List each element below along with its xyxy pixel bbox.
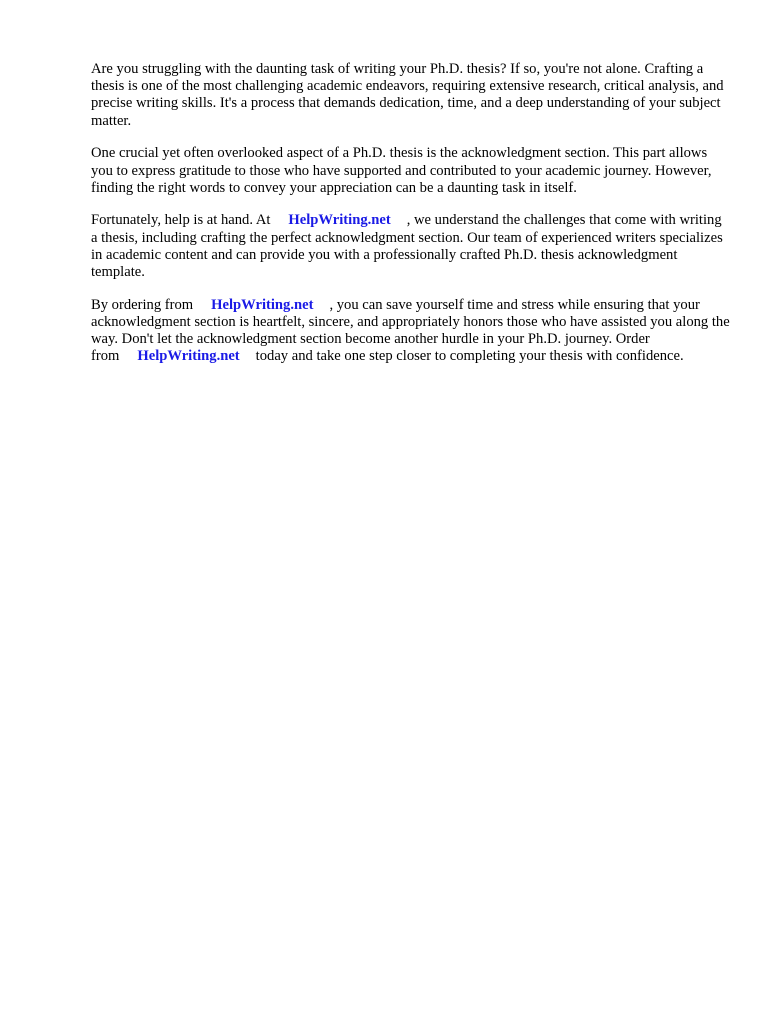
helpwriting-link[interactable]: HelpWriting.net: [288, 212, 391, 229]
document-body: [91, 61, 731, 381]
paragraph-acknowledgment-importance: One crucial yet often overlooked aspect of a Ph.D. thesis is the acknowledgment section. This part allows you to express gratitude to those who have supported and contributed to your academic journey. However, finding the right words to convey your appreciation can be a daunting task in itself.: [91, 145, 712, 196]
paragraph-text-segment: today and take one step closer to completing your thesis with confidence.: [255, 348, 684, 365]
paragraph-text-segment: Fortunately, help is at hand. At: [91, 212, 271, 229]
paragraph-text-segment: , you can save yourself time and stress while ensuring that your acknowledgment section is heartfelt, sincere, and appropriately honors those who have assisted you along the way. Don't let the acknowledgment section become another hurdle in your Ph.D. journey. Order from: [91, 296, 730, 365]
paragraph-intro: Are you struggling with the daunting task of writing your Ph.D. thesis? If so, you're not alone. Crafting a thesis is one of the most challenging academic endeavors, requiring extensive research, critical analysis, and precise writing skills. It's a process that demands dedication, time, and a deep understanding of your subject matter.: [91, 61, 724, 129]
paragraph-help-offer: [91, 212, 731, 281]
paragraph-text-segment: By ordering from: [91, 296, 194, 313]
helpwriting-link[interactable]: HelpWriting.net: [211, 296, 314, 313]
helpwriting-link[interactable]: HelpWriting.net: [137, 348, 240, 365]
paragraph-text-segment: , we understand the challenges that come with writing a thesis, including crafting the perfect acknowledgment section. Our team of experienced writers specializes in academic content and can provide you with a professionally crafted Ph.D. thesis acknowledgment template.: [91, 212, 723, 281]
paragraph-call-to-action: [91, 297, 731, 366]
